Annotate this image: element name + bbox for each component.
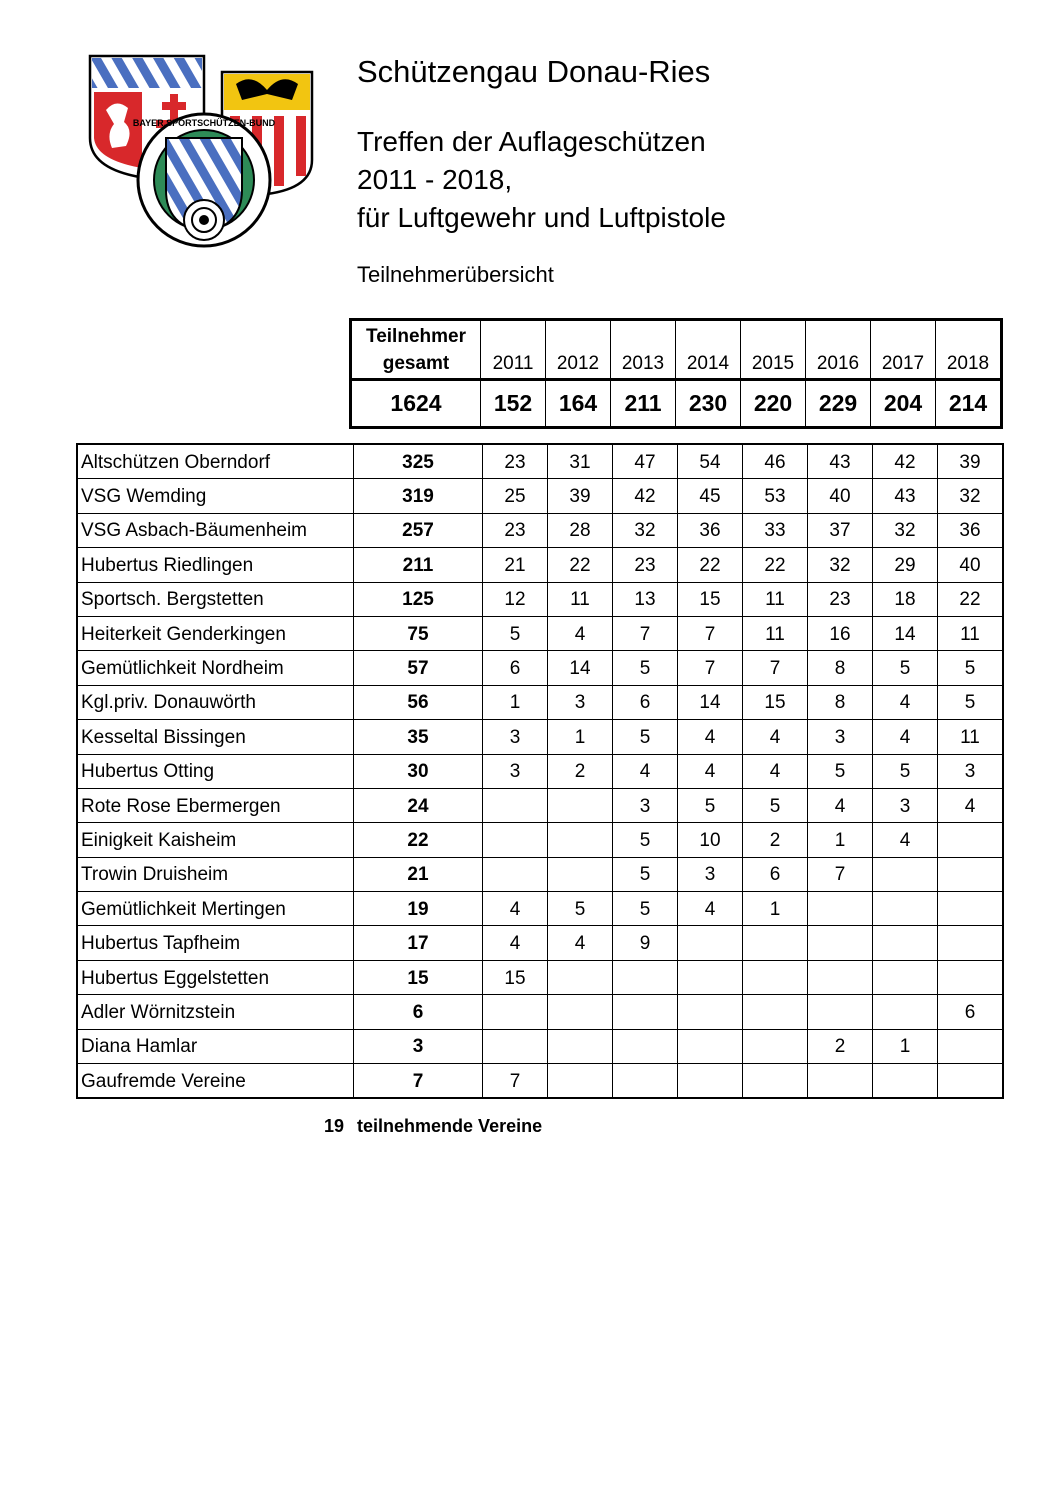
year-value-2016: 16	[808, 616, 873, 650]
year-value-2011: 5	[483, 616, 548, 650]
club-total: 319	[354, 479, 483, 513]
year-value-2013	[613, 995, 678, 1029]
year-value-2012: 22	[548, 548, 613, 582]
year-value-2013: 47	[613, 444, 678, 479]
year-value-2012: 2	[548, 754, 613, 788]
year-value-2017: 4	[873, 823, 938, 857]
year-value-2017: 4	[873, 685, 938, 719]
year-value-2014: 10	[678, 823, 743, 857]
year-value-2018: 40	[938, 548, 1004, 582]
year-value-2013	[613, 1029, 678, 1063]
year-value-2014: 14	[678, 685, 743, 719]
club-name: Adler Wörnitzstein	[77, 995, 354, 1029]
year-value-2018: 39	[938, 444, 1004, 479]
year-value-2016: 43	[808, 444, 873, 479]
club-name: Diana Hamlar	[77, 1029, 354, 1063]
year-value-2013: 6	[613, 685, 678, 719]
year-header-2013: 2013	[611, 320, 676, 380]
year-value-2015	[743, 926, 808, 960]
year-value-2017: 5	[873, 651, 938, 685]
year-total-2013: 211	[611, 380, 676, 428]
club-total: 17	[354, 926, 483, 960]
year-value-2017	[873, 960, 938, 994]
year-value-2018: 5	[938, 651, 1004, 685]
club-name: Hubertus Tapfheim	[77, 926, 354, 960]
year-total-2011: 152	[481, 380, 546, 428]
year-value-2011: 1	[483, 685, 548, 719]
total-overall: 1624	[351, 380, 481, 428]
section-title: Teilnehmerübersicht	[357, 262, 554, 287]
year-value-2018	[938, 926, 1004, 960]
year-value-2015: 11	[743, 582, 808, 616]
club-name: Gaufremde Vereine	[77, 1064, 354, 1099]
year-value-2018: 11	[938, 720, 1004, 754]
club-total: 30	[354, 754, 483, 788]
year-value-2012: 4	[548, 926, 613, 960]
club-total: 19	[354, 892, 483, 926]
year-value-2013: 9	[613, 926, 678, 960]
year-value-2011: 23	[483, 513, 548, 547]
year-value-2015: 5	[743, 788, 808, 822]
year-value-2015: 33	[743, 513, 808, 547]
year-value-2018	[938, 1064, 1004, 1099]
year-value-2014	[678, 926, 743, 960]
year-value-2012: 28	[548, 513, 613, 547]
year-value-2012: 11	[548, 582, 613, 616]
table-row	[77, 823, 1003, 857]
year-value-2014: 3	[678, 857, 743, 891]
year-value-2014: 4	[678, 720, 743, 754]
year-value-2015: 7	[743, 651, 808, 685]
year-value-2016: 40	[808, 479, 873, 513]
year-value-2018: 36	[938, 513, 1004, 547]
year-value-2016	[808, 1064, 873, 1099]
year-value-2016	[808, 995, 873, 1029]
club-name: Sportsch. Bergstetten	[77, 582, 354, 616]
table-row	[77, 960, 1003, 994]
year-value-2012: 1	[548, 720, 613, 754]
year-value-2013: 5	[613, 892, 678, 926]
year-value-2015: 11	[743, 616, 808, 650]
year-value-2016: 8	[808, 685, 873, 719]
year-value-2012	[548, 1029, 613, 1063]
participants-header-line-2: gesamt	[382, 353, 450, 374]
year-value-2015: 1	[743, 892, 808, 926]
table-row	[77, 1064, 1003, 1099]
club-name: Trowin Druisheim	[77, 857, 354, 891]
year-value-2011: 23	[483, 444, 548, 479]
club-name: Einigkeit Kaisheim	[77, 823, 354, 857]
club-total: 125	[354, 582, 483, 616]
year-value-2014: 22	[678, 548, 743, 582]
year-value-2013: 23	[613, 548, 678, 582]
club-table	[76, 443, 1004, 1099]
year-value-2014	[678, 960, 743, 994]
year-value-2011: 21	[483, 548, 548, 582]
year-value-2012	[548, 788, 613, 822]
year-value-2017: 43	[873, 479, 938, 513]
club-total: 211	[354, 548, 483, 582]
association-logo	[86, 50, 376, 260]
club-name: Gemütlichkeit Mertingen	[77, 892, 354, 926]
year-value-2016: 2	[808, 1029, 873, 1063]
club-name: Kesseltal Bissingen	[77, 720, 354, 754]
year-value-2014: 4	[678, 892, 743, 926]
year-value-2018	[938, 960, 1004, 994]
club-total: 325	[354, 444, 483, 479]
year-total-2014: 230	[676, 380, 741, 428]
year-value-2016: 37	[808, 513, 873, 547]
year-value-2014: 15	[678, 582, 743, 616]
year-value-2018: 5	[938, 685, 1004, 719]
year-value-2012: 39	[548, 479, 613, 513]
year-value-2018: 4	[938, 788, 1004, 822]
year-value-2014: 7	[678, 616, 743, 650]
year-value-2015: 22	[743, 548, 808, 582]
year-value-2013	[613, 960, 678, 994]
year-value-2018: 11	[938, 616, 1004, 650]
year-value-2018: 32	[938, 479, 1004, 513]
subtitle-line-1: Treffen der Auflageschützen	[357, 126, 706, 157]
year-header-2015: 2015	[741, 320, 806, 380]
year-value-2016	[808, 960, 873, 994]
logo-ring-text: BAYER.SPORTSCHÜTZEN-BUND	[132, 118, 276, 128]
year-value-2013: 32	[613, 513, 678, 547]
year-value-2018	[938, 1029, 1004, 1063]
totals-row	[351, 380, 1002, 428]
club-total: 57	[354, 651, 483, 685]
club-total: 56	[354, 685, 483, 719]
year-value-2016: 5	[808, 754, 873, 788]
year-value-2012: 3	[548, 685, 613, 719]
club-total: 3	[354, 1029, 483, 1063]
year-value-2015: 2	[743, 823, 808, 857]
table-row	[77, 720, 1003, 754]
year-value-2011: 15	[483, 960, 548, 994]
participants-header	[351, 320, 481, 380]
year-value-2012	[548, 857, 613, 891]
year-value-2011: 4	[483, 892, 548, 926]
year-value-2011	[483, 995, 548, 1029]
year-value-2017: 3	[873, 788, 938, 822]
year-value-2011	[483, 823, 548, 857]
year-value-2011: 7	[483, 1064, 548, 1099]
club-name: Gemütlichkeit Nordheim	[77, 651, 354, 685]
year-value-2018	[938, 857, 1004, 891]
year-header-2018: 2018	[936, 320, 1002, 380]
table-row	[77, 754, 1003, 788]
year-value-2013: 3	[613, 788, 678, 822]
year-total-2012: 164	[546, 380, 611, 428]
year-value-2013: 5	[613, 823, 678, 857]
page-title: Schützengau Donau-Ries	[357, 54, 711, 89]
year-header-2011: 2011	[481, 320, 546, 380]
table-row	[77, 685, 1003, 719]
year-value-2016: 32	[808, 548, 873, 582]
year-value-2011	[483, 788, 548, 822]
year-total-2017: 204	[871, 380, 936, 428]
club-name: Rote Rose Ebermergen	[77, 788, 354, 822]
club-total: 15	[354, 960, 483, 994]
year-value-2013	[613, 1064, 678, 1099]
year-value-2013: 42	[613, 479, 678, 513]
year-value-2016	[808, 926, 873, 960]
table-row	[77, 582, 1003, 616]
club-total: 21	[354, 857, 483, 891]
year-value-2017: 1	[873, 1029, 938, 1063]
year-value-2011	[483, 1029, 548, 1063]
year-value-2013: 13	[613, 582, 678, 616]
table-row	[77, 926, 1003, 960]
year-value-2017: 18	[873, 582, 938, 616]
year-value-2018	[938, 892, 1004, 926]
year-value-2017: 42	[873, 444, 938, 479]
year-header-2014: 2014	[676, 320, 741, 380]
year-value-2017: 29	[873, 548, 938, 582]
table-row	[77, 616, 1003, 650]
table-row	[77, 513, 1003, 547]
year-value-2017	[873, 926, 938, 960]
club-total: 6	[354, 995, 483, 1029]
year-value-2015: 4	[743, 754, 808, 788]
table-row	[77, 1029, 1003, 1063]
year-header-2016: 2016	[806, 320, 871, 380]
club-name: Heiterkeit Genderkingen	[77, 616, 354, 650]
club-name: Hubertus Eggelstetten	[77, 960, 354, 994]
year-total-2018: 214	[936, 380, 1002, 428]
club-total: 35	[354, 720, 483, 754]
year-value-2013: 7	[613, 616, 678, 650]
year-value-2013: 4	[613, 754, 678, 788]
year-header-row	[351, 320, 1002, 380]
year-value-2012: 14	[548, 651, 613, 685]
year-value-2012	[548, 960, 613, 994]
year-value-2012: 5	[548, 892, 613, 926]
club-name: Hubertus Riedlingen	[77, 548, 354, 582]
year-value-2017: 14	[873, 616, 938, 650]
year-total-2016: 229	[806, 380, 871, 428]
year-value-2015	[743, 1064, 808, 1099]
club-name: Altschützen Oberndorf	[77, 444, 354, 479]
year-value-2015: 46	[743, 444, 808, 479]
year-value-2015: 53	[743, 479, 808, 513]
year-value-2015	[743, 995, 808, 1029]
table-row	[77, 651, 1003, 685]
year-value-2017	[873, 995, 938, 1029]
club-count-label: teilnehmende Vereine	[357, 1116, 543, 1136]
year-value-2012: 4	[548, 616, 613, 650]
year-value-2016	[808, 892, 873, 926]
year-value-2011: 4	[483, 926, 548, 960]
year-value-2016: 7	[808, 857, 873, 891]
year-value-2018	[938, 823, 1004, 857]
year-value-2016: 23	[808, 582, 873, 616]
year-value-2011: 6	[483, 651, 548, 685]
year-value-2011	[483, 857, 548, 891]
subtitle-line-3: für Luftgewehr und Luftpistole	[357, 202, 726, 233]
year-value-2014: 5	[678, 788, 743, 822]
year-value-2014: 7	[678, 651, 743, 685]
year-value-2017	[873, 892, 938, 926]
year-total-2015: 220	[741, 380, 806, 428]
year-value-2014: 4	[678, 754, 743, 788]
year-value-2014: 45	[678, 479, 743, 513]
table-row	[77, 995, 1003, 1029]
year-value-2017: 5	[873, 754, 938, 788]
year-value-2015: 15	[743, 685, 808, 719]
year-value-2018: 6	[938, 995, 1004, 1029]
year-value-2011: 12	[483, 582, 548, 616]
club-total: 257	[354, 513, 483, 547]
table-row	[77, 479, 1003, 513]
year-value-2013: 5	[613, 720, 678, 754]
year-value-2015: 6	[743, 857, 808, 891]
year-value-2015	[743, 960, 808, 994]
year-header-2017: 2017	[871, 320, 936, 380]
subtitle-line-2: 2011 - 2018,	[357, 164, 513, 195]
participants-header-line-1: Teilnehmer	[366, 326, 466, 347]
year-value-2011: 3	[483, 754, 548, 788]
year-value-2014	[678, 995, 743, 1029]
year-value-2017: 4	[873, 720, 938, 754]
year-value-2016: 3	[808, 720, 873, 754]
club-total: 22	[354, 823, 483, 857]
year-value-2014: 54	[678, 444, 743, 479]
year-value-2012: 31	[548, 444, 613, 479]
club-total: 7	[354, 1064, 483, 1099]
year-value-2011: 3	[483, 720, 548, 754]
table-row	[77, 857, 1003, 891]
table-row	[77, 788, 1003, 822]
year-value-2013: 5	[613, 857, 678, 891]
year-value-2016: 1	[808, 823, 873, 857]
year-value-2014	[678, 1064, 743, 1099]
year-value-2017	[873, 857, 938, 891]
year-value-2012	[548, 1064, 613, 1099]
year-value-2015: 4	[743, 720, 808, 754]
club-total: 75	[354, 616, 483, 650]
totals-header-table	[349, 318, 1003, 429]
year-value-2013: 5	[613, 651, 678, 685]
club-total: 24	[354, 788, 483, 822]
year-value-2014	[678, 1029, 743, 1063]
year-value-2018: 22	[938, 582, 1004, 616]
club-name: Hubertus Otting	[77, 754, 354, 788]
year-value-2016: 8	[808, 651, 873, 685]
club-name: Kgl.priv. Donauwörth	[77, 685, 354, 719]
year-value-2015	[743, 1029, 808, 1063]
year-value-2012	[548, 995, 613, 1029]
table-row	[77, 444, 1003, 479]
year-value-2011: 25	[483, 479, 548, 513]
year-value-2012	[548, 823, 613, 857]
year-value-2016: 4	[808, 788, 873, 822]
year-header-2012: 2012	[546, 320, 611, 380]
footer-summary	[324, 1116, 542, 1137]
table-row	[77, 892, 1003, 926]
club-name: VSG Wemding	[77, 479, 354, 513]
year-value-2014: 36	[678, 513, 743, 547]
club-name: VSG Asbach-Bäumenheim	[77, 513, 354, 547]
year-value-2017: 32	[873, 513, 938, 547]
table-row	[77, 548, 1003, 582]
year-value-2018: 3	[938, 754, 1004, 788]
club-count: 19	[324, 1116, 345, 1136]
year-value-2017	[873, 1064, 938, 1099]
